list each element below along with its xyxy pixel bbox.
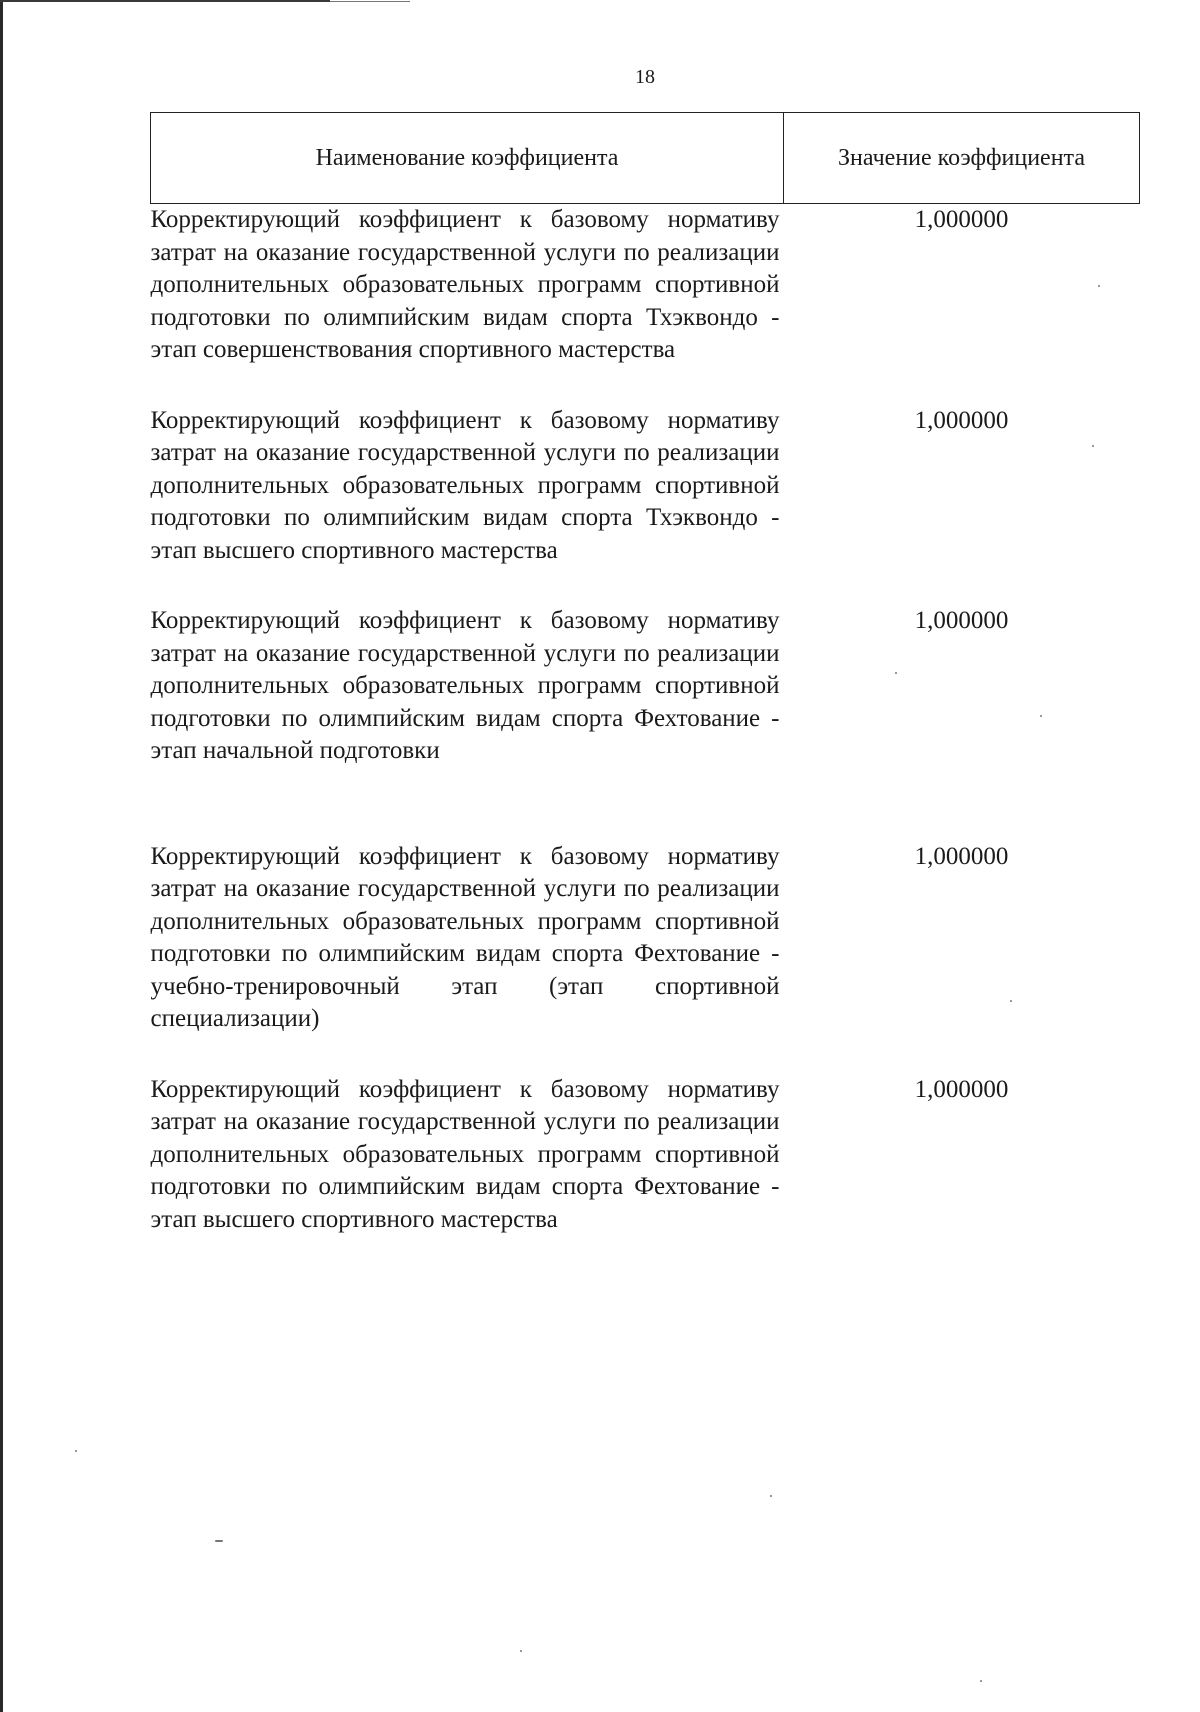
coefficient-name: Корректирующий коэффициент к базовому нормативу затрат на оказание государственной услуги по реализации дополнительных образовательных программ спортивной подготовки по олимпийским видам спорта Фехтование - этап начальной подготовки [150, 607, 780, 764]
coefficient-value-cell [784, 204, 1140, 405]
page-number: 18 [635, 66, 655, 88]
header-coefficient-value: Значение коэффициента [784, 113, 1140, 204]
scan-speck [770, 1495, 772, 1497]
scan-speck [75, 1450, 77, 1452]
coefficient-value: 1,000000 [914, 206, 1009, 233]
coefficient-value: 1,000000 [914, 842, 1009, 870]
coefficient-value-cell [784, 841, 1140, 1074]
coefficient-value-cell [784, 605, 1140, 841]
coefficient-name: Корректирующий коэффициент к базовому нормативу затрат на оказание государственной услуги по реализации дополнительных образовательных программ спортивной подготовки по олимпийским видам спорта Фехтование - учебно-тренировочный этап (этап спортивной специализации) [150, 842, 780, 1032]
coefficient-value-cell [784, 405, 1140, 606]
scan-speck [1092, 445, 1094, 447]
table-row [151, 204, 1140, 405]
coefficient-value-cell [784, 1074, 1140, 1237]
header-coefficient-name: Наименование коэффициента [151, 113, 784, 204]
coefficient-name: Корректирующий коэффициент к базовому нормативу затрат на оказание государственной услуги по реализации дополнительных образовательных программ спортивной подготовки по олимпийским видам спорта Тхэквондо - этап высшего спортивного мастерства [150, 406, 780, 564]
coefficient-table [150, 112, 1140, 1236]
scan-edge-left [0, 0, 3, 1712]
scan-speck [1098, 285, 1100, 287]
table-row [151, 841, 1140, 1074]
coefficient-value: 1,000000 [914, 1075, 1009, 1103]
scan-speck [215, 1540, 223, 1542]
scan-speck [520, 1650, 522, 1652]
coefficient-name: Корректирующий коэффициент к базовому нормативу затрат на оказание государственной услуги по реализации дополнительных образовательных программ спортивной подготовки по олимпийским видам спорта Фехтование - этап высшего спортивного мастерства [150, 1075, 780, 1233]
scan-edge-top-faint [330, 1, 410, 2]
scan-speck [980, 1680, 982, 1682]
scan-speck [895, 672, 897, 674]
scan-edge-top [0, 0, 330, 2]
table-row [151, 405, 1140, 606]
scan-speck [1040, 715, 1042, 717]
table-row [151, 605, 1140, 841]
coefficient-value: 1,000000 [914, 607, 1009, 634]
table-row [151, 1074, 1140, 1237]
table-header-row [151, 113, 1140, 204]
coefficient-name: Корректирующий коэффициент к базовому нормативу затрат на оказание государственной услуги по реализации дополнительных образовательных программ спортивной подготовки по олимпийским видам спорта Тхэквондо - этап совершенствования спортивного мастерства [150, 206, 780, 363]
coefficient-value: 1,000000 [914, 406, 1009, 434]
scan-speck [1010, 1000, 1012, 1002]
